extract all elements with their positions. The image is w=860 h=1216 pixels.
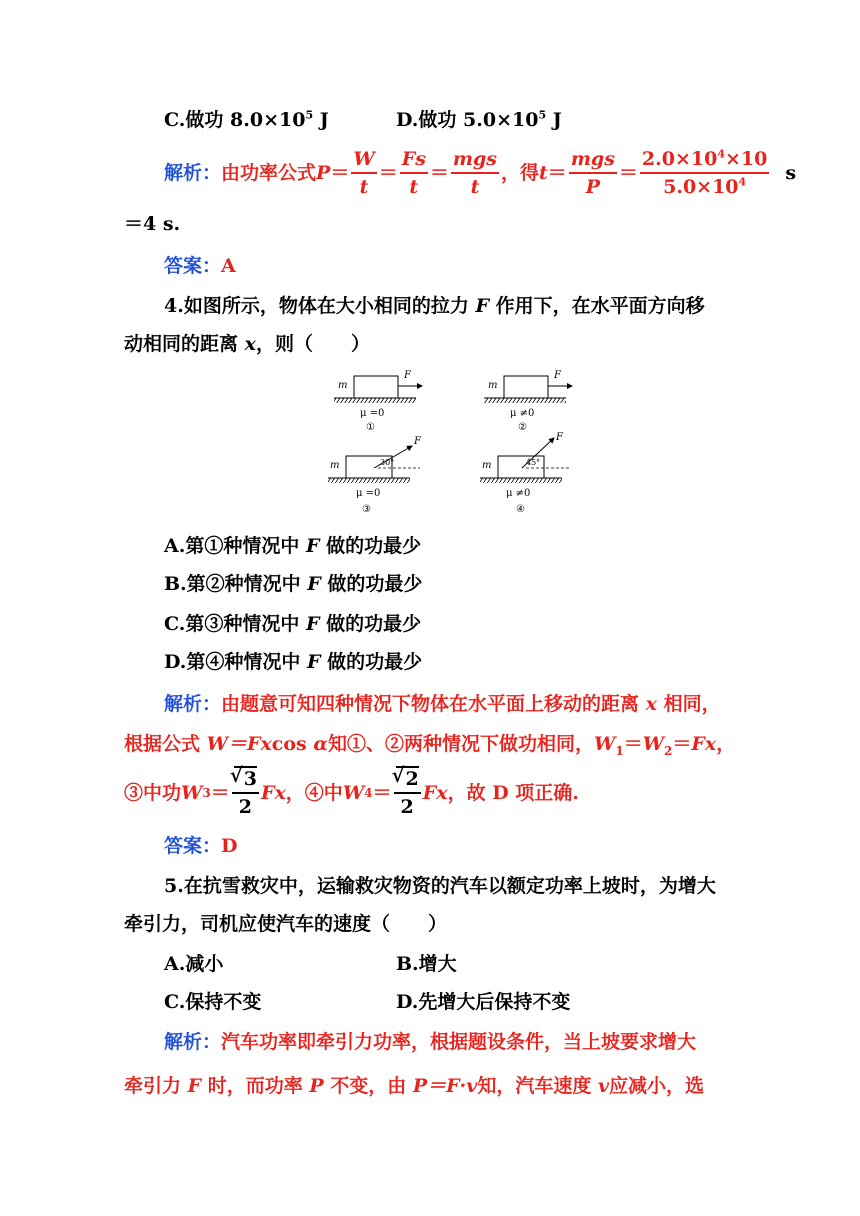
q3-option-row [164, 108, 329, 132]
q4-analysis-line3: ③中功 W 3 ＝ √ $\frac{3}{2}$ Fx ，④中 W 4 ＝ √ $\frac{2}{2}$ Fx ，故 D 项正确. [124, 766, 579, 820]
q4-stem-line2: 动相同的距离 x，则（ ） [124, 333, 370, 355]
svg-text:μ =0: μ =0 [360, 408, 385, 419]
q3-analysis-label: 解析： [164, 162, 222, 184]
fraction-fs-over-t: $\frac{Fs}{t}$ [401, 148, 426, 198]
q5-analysis-line1: 解析：汽车功率即牵引力功率，根据题设条件，当上坡要求增大 [164, 1031, 697, 1053]
svg-text:①: ① [366, 422, 375, 433]
mass-label: m [338, 380, 348, 391]
svg-text:μ ≠0: μ ≠0 [506, 488, 531, 499]
svg-text:m: m [330, 460, 340, 471]
svg-text:④: ④ [516, 504, 525, 515]
q5-option-b: B.增大 [396, 953, 457, 975]
q5-stem-line1: 5.在抗雪救灾中，运输救灾物资的汽车以额定功率上坡时，为增大 [164, 875, 716, 897]
fraction-sqrt3-over-2: √ $\frac{3}{2}$ [232, 766, 259, 820]
case-2 [484, 370, 572, 433]
q4-answer: 答案：D [164, 835, 238, 857]
svg-text:F: F [556, 432, 563, 443]
case-1 [334, 370, 422, 433]
fraction-mgs-over-t: $\frac{\text{mgs}}{t}$ [452, 148, 497, 198]
q4-option-c: C.第③种情况中 F 做的功最少 [164, 613, 422, 635]
svg-text:m: m [488, 380, 498, 391]
svg-text:30°: 30° [380, 458, 395, 467]
q5-option-a: A.减小 [164, 953, 224, 975]
q4-option-d: D.第④种情况中 F 做的功最少 [164, 651, 423, 673]
svg-text:45°: 45° [526, 458, 541, 467]
q5-stem-line2: 牵引力，司机应使汽车的速度（ ） [124, 913, 448, 935]
fraction-sqrt2-over-2: √ $\frac{2}{2}$ [394, 766, 421, 820]
svg-text:F: F [414, 436, 421, 447]
case-4 [480, 432, 570, 515]
force-diagram [328, 368, 578, 524]
q3-option-d: D.做功 $5.0\times 10^5$ J [396, 108, 562, 131]
q3-answer: 答案：A [164, 255, 236, 277]
fraction-mgs-over-p: $\frac{\text{mgs}}{P}$ [570, 148, 615, 198]
case-3 [328, 436, 422, 515]
q5-analysis-line2: 牵引力 F 时，而功率 P 不变，由 P＝F·v知，汽车速度 v应减小，选 [124, 1075, 705, 1097]
svg-text:③: ③ [362, 504, 371, 515]
svg-text:m: m [482, 460, 492, 471]
q5-option-d: D.先增大后保持不变 [396, 991, 571, 1013]
q4-option-b: B.第②种情况中 F 做的功最少 [164, 573, 423, 595]
svg-text:μ ≠0: μ ≠0 [510, 408, 535, 419]
svg-text:μ =0: μ =0 [356, 488, 381, 499]
q4-option-a: A.第①种情况中 F 做的功最少 [164, 535, 422, 557]
q3-analysis-line2: ＝4 s. [124, 213, 181, 235]
svg-text:F: F [554, 370, 561, 381]
svg-text:F: F [404, 370, 411, 381]
q4-analysis-line2: 根据公式 W＝Fxcos α知①、②两种情况下做功相同，$W_1=W_2=Fx$， [124, 733, 736, 758]
q4-stem-line1: 4.如图所示，物体在大小相同的拉力 F 作用下，在水平面方向移 [164, 295, 705, 317]
fraction-w-over-t: $\frac{W}{t}$ [353, 148, 375, 198]
q3-analysis: 解析： 由功率公式 P ＝ $\frac{W}{t}$ ＝ $\frac{Fs}{t}$ ＝ $\frac{\text{mgs}}{t}$ ，得 t ＝ $\frac{\text{mgs}}{P}$ ＝ $\frac{2.0\times 10^4\times 10}{5.0\times 10^4}$ s [164, 147, 797, 198]
q3-option-c: C.做功 $8.0\times 10^5$ J [164, 108, 329, 131]
svg-text:②: ② [518, 422, 527, 433]
fraction-numeric: $\frac{2.0\times 10^4\times 10}{5.0\times 10^4}$ [641, 147, 768, 198]
q4-analysis-line1: 解析：由题意可知四种情况下物体在水平面上移动的距离 x 相同， [164, 693, 721, 715]
q5-option-c: C.保持不变 [164, 991, 262, 1013]
